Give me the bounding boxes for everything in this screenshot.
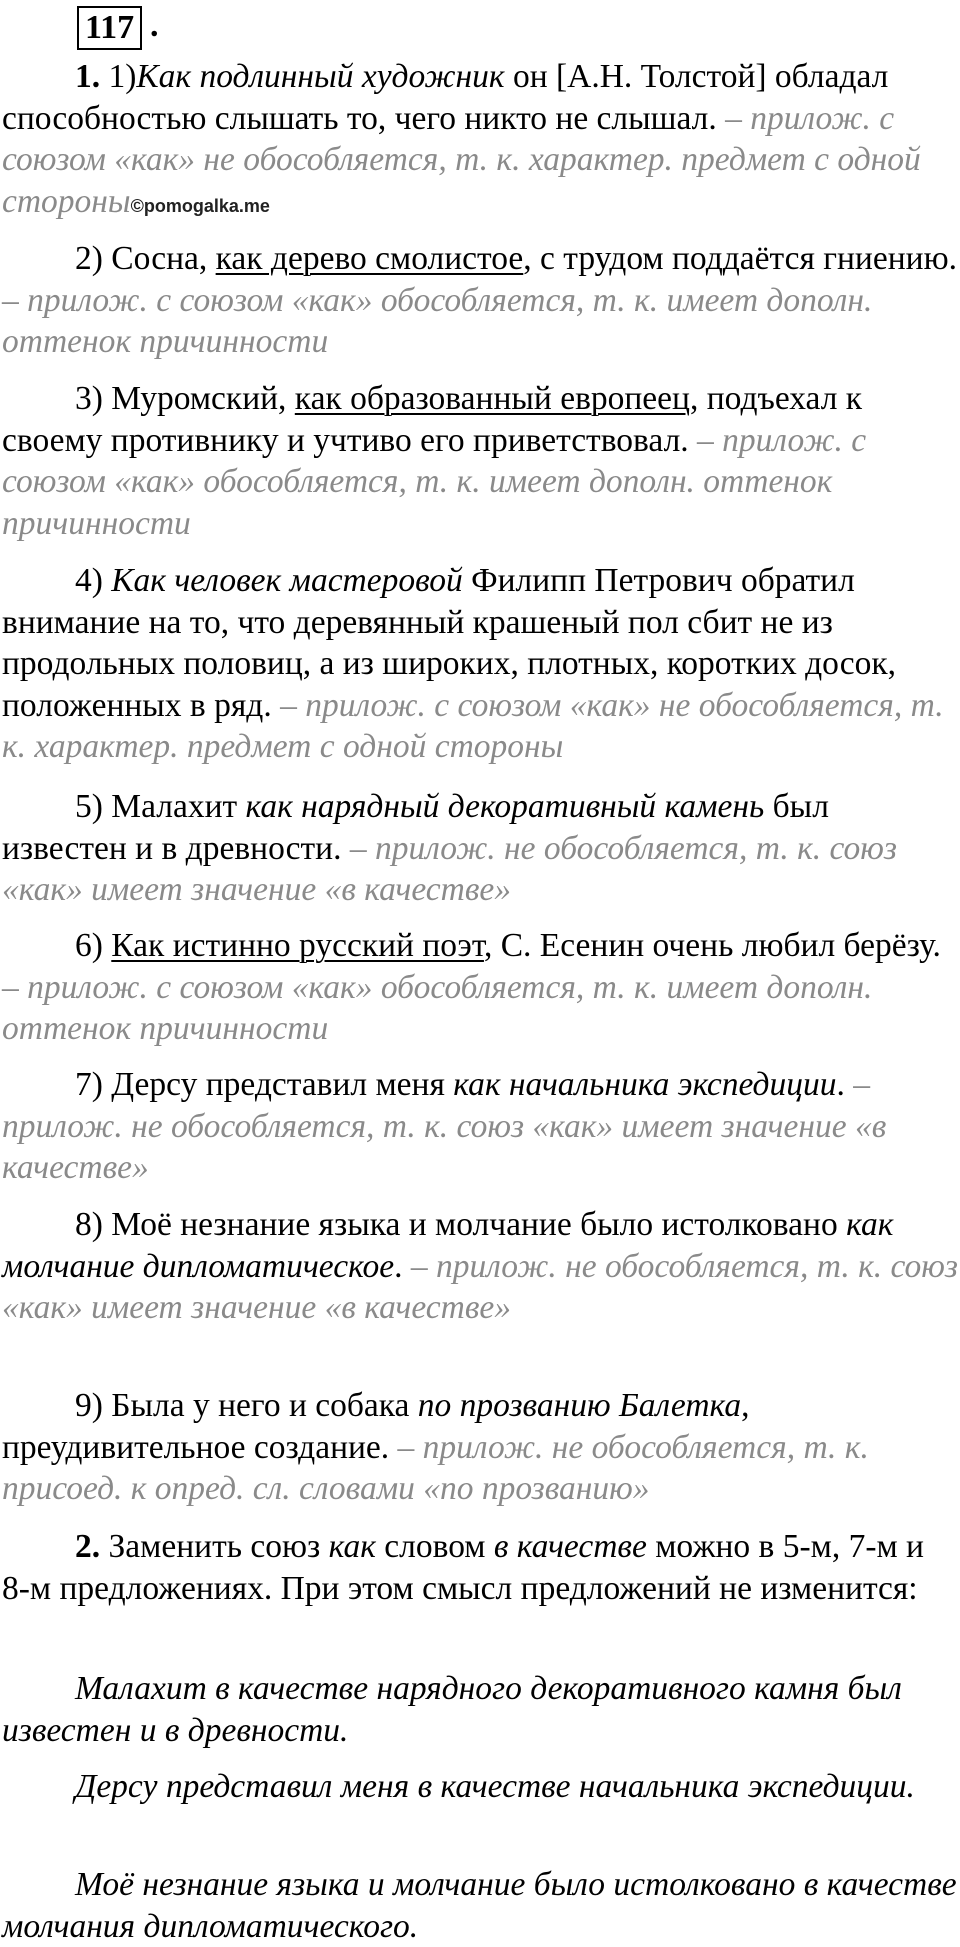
s8-start: 8) Моё незнание языка и молчание было истолковано — [75, 1206, 847, 1243]
sentence-8 — [2, 1204, 958, 1329]
s5-appositive: как нарядный декоративный камень — [245, 788, 765, 825]
sentence-2 — [2, 238, 958, 363]
p2-text-a: Заменить союз — [100, 1528, 329, 1565]
s4-appositive: Как человек мастеровой — [111, 562, 463, 599]
s8-end: . — [394, 1247, 403, 1285]
s7-appositive: как начальника экспедиции — [453, 1066, 837, 1103]
s3-start: 3) Муромский, — [75, 380, 295, 417]
s5-note: – прилож. не обособляется, т. к. союз «как» имеет значение «в качестве» — [2, 829, 897, 908]
s5-end: был известен и в древности. — [2, 788, 829, 867]
s9-appositive: по прозванию Балетка — [417, 1387, 742, 1424]
s4-start: 4) — [75, 562, 112, 599]
s1-note: – прилож. с союзом «как» не обособляется, т. к. характер. предмет с одной стороны — [2, 99, 921, 220]
exercise-number-dot: . — [150, 7, 159, 44]
example-1: Малахит в качестве нарядного декоративного камня был известен и в древности. — [2, 1670, 902, 1749]
sentence-6 — [2, 925, 958, 1050]
sentence-4 — [2, 560, 958, 768]
s8-appositive: как молчание дипломатическое — [2, 1206, 894, 1285]
s5-start: 5) Малахит — [75, 788, 246, 825]
s9-start: 9) Была у него и собака — [75, 1387, 418, 1424]
paragraph-1 — [2, 56, 958, 227]
s6-note: – прилож. с союзом «как» обособляется, т. к. имеет дополн. оттенок причинности — [2, 968, 873, 1047]
p2-text-b: словом — [375, 1528, 494, 1565]
s7-start: 7) Дерсу представил меня — [75, 1066, 454, 1103]
s2-appositive: как дерево смолистое — [215, 240, 524, 277]
s1-text: он [А.Н. Толстой] обладал способностью слышать то, чего никто не слышал. — [2, 58, 889, 137]
task-1-number: 1. — [75, 58, 101, 95]
paragraph-2 — [2, 1526, 958, 1609]
s6-end: , С. Есенин очень любил берёзу. — [483, 927, 941, 964]
s1-appositive: Как подлинный художник — [136, 58, 505, 95]
watermark-text: ©pomogalka.me — [130, 195, 270, 216]
p2-word-v-kachestve: в качестве — [493, 1528, 647, 1565]
p2-text-c: можно в 5-м, 7-м и 8-м предложениях. При этом смысл предложений не изменится: — [2, 1528, 924, 1607]
s4-note: – прилож. с союзом «как» не обособляется, т. к. характер. предмет с одной стороны — [2, 686, 944, 765]
s6-appositive: Как истинно русский поэт — [111, 927, 484, 964]
s3-appositive: как образованный европеец — [294, 380, 690, 417]
p2-word-kak: как — [328, 1528, 376, 1565]
exercise-number: 117 — [77, 6, 142, 50]
s8-note: – прилож. не обособляется, т. к. союз «как» имеет значение «в качестве» — [2, 1247, 958, 1326]
s9-note: – прилож. не обособляется, т. к. присоед. к опред. сл. словами «по прозванию» — [2, 1428, 869, 1507]
s9-end: , преудивительное создание. — [2, 1387, 750, 1466]
s2-start: 2) Сосна, — [75, 240, 216, 277]
s6-start: 6) — [75, 927, 112, 964]
sentence-7 — [2, 1064, 958, 1189]
s3-note: – прилож. с союзом «как» обособляется, т. к. имеет дополн. оттенок причинности — [2, 421, 867, 542]
task-2-number: 2. — [75, 1528, 101, 1565]
s2-note: – прилож. с союзом «как» обособляется, т. к. имеет дополн. оттенок причинности — [2, 281, 873, 360]
sentence-9 — [2, 1385, 958, 1510]
s2-end: , с трудом поддаётся гниению. — [523, 240, 957, 277]
example-2: Дерсу представил меня в качестве начальника экспедиции. — [75, 1768, 915, 1805]
example-3: Моё незнание языка и молчание было истолковано в качестве молчания дипломатического. — [2, 1866, 957, 1945]
s4-end: Филипп Петрович обратил внимание на то, что деревянный крашеный пол сбит не из продольных половиц, а из широких, плотных, коротких досок, положенных в ряд. — [2, 562, 896, 724]
sentence-5 — [2, 786, 958, 911]
s3-end: , подъехал к своему противнику и учтиво его приветствовал. — [2, 380, 863, 459]
sentence-3 — [2, 378, 958, 544]
s7-note: – прилож. не обособляется, т. к. союз «как» имеет значение «в качестве» — [2, 1066, 887, 1186]
s7-end: . — [836, 1066, 845, 1103]
s1-num: 1) — [100, 58, 137, 95]
